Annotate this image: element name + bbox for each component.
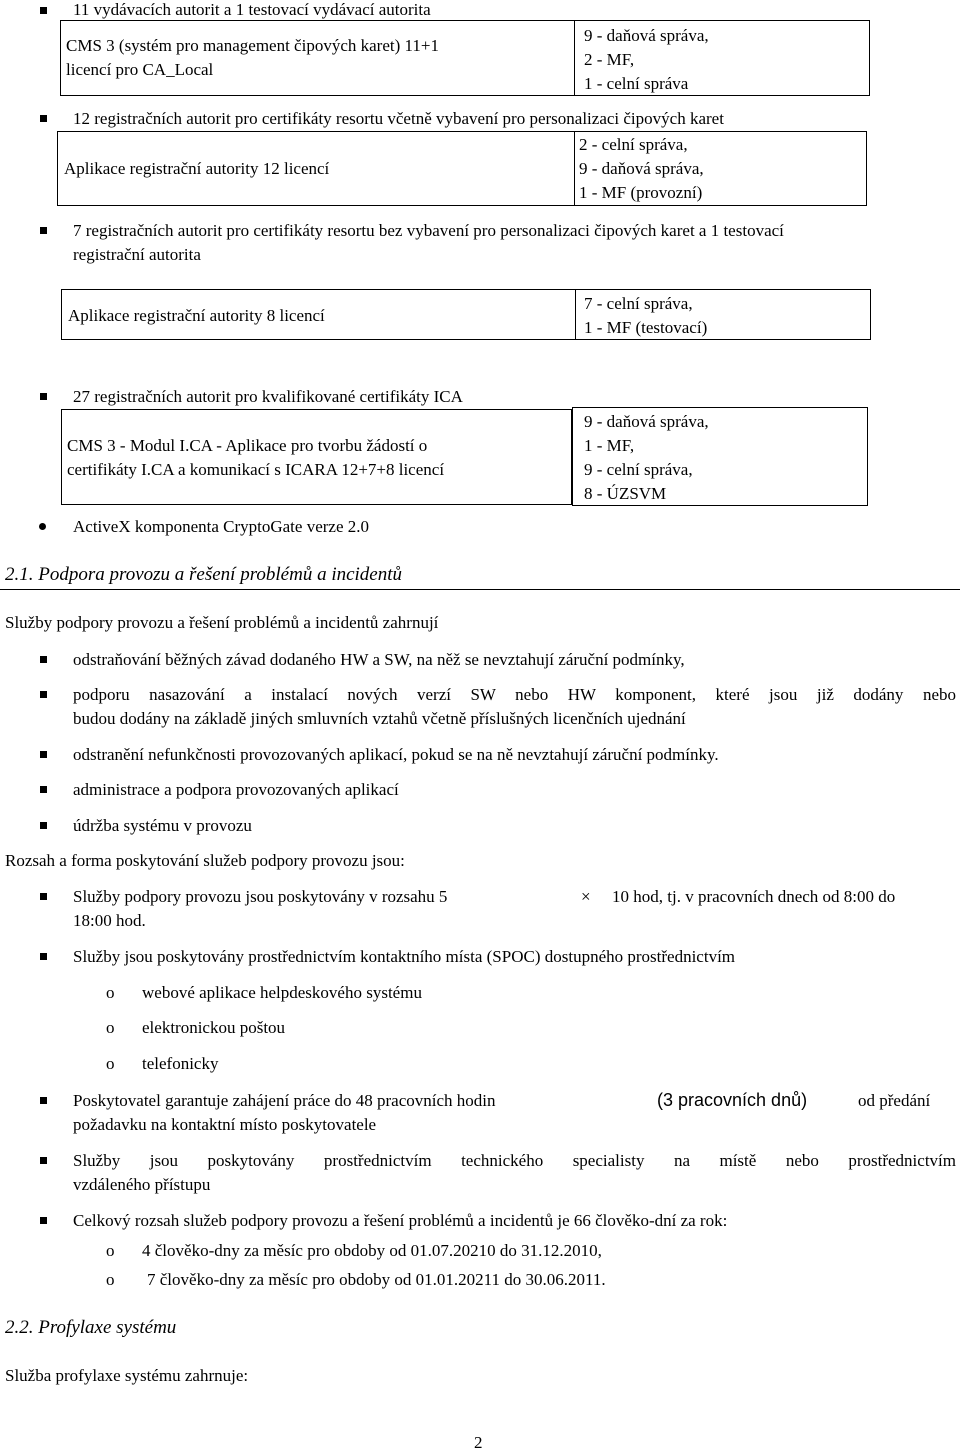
box1-right-line3: 1 - celní správa [584, 74, 689, 93]
box1-right-line2: 2 - MF, [584, 50, 635, 69]
bullet-square [40, 691, 47, 698]
bullet-square [40, 893, 47, 900]
bullet-square [40, 115, 47, 122]
section-2-1-intro: Služby podpory provozu a řešení problémů a incidentů zahrnují [5, 613, 439, 632]
box3-right-line1: 7 - celní správa, [584, 294, 693, 313]
scope-1-part-c: 18:00 hod. [73, 911, 146, 930]
box2-left: Aplikace registrační autority 12 licencí [64, 159, 330, 178]
scope-5: Celkový rozsah služeb podpory provozu a řešení problémů a incidentů je 66 člověko-dní za rok: [73, 1211, 728, 1230]
sub-marker: o [106, 1054, 115, 1073]
scope-3-part-a: Poskytovatel garantuje zahájení práce do 48 pracovních hodin [73, 1091, 496, 1110]
scope-4-line2: vzdáleného přístupu [73, 1175, 211, 1194]
box2-right-line3: 1 - MF (provozní) [579, 183, 703, 202]
box4-left-line1: CMS 3 - Modul I.CA - Aplikace pro tvorbu žádostí o [67, 436, 428, 455]
bullet-square [40, 953, 47, 960]
bullet-square [40, 7, 47, 14]
sub-item-web: webové aplikace helpdeskového systému [142, 983, 422, 1002]
box4-right-line2: 1 - MF, [584, 436, 635, 455]
page-number: 2 [474, 1433, 483, 1452]
bullet-dot [39, 523, 46, 530]
box4-right-line3: 9 - celní správa, [584, 460, 693, 479]
scope-1-part-b: 10 hod, tj. v pracovních dnech od 8:00 do [612, 887, 896, 906]
bullet-square [40, 1157, 47, 1164]
box3-left: Aplikace registrační autority 8 licencí [68, 306, 325, 325]
item-odstranovani: odstraňování běžných závad dodaného HW a SW, na něž se nevztahují záruční podmínky, [73, 650, 685, 669]
item-podporu-line1: podporu nasazování a instalací nových verzí SW nebo HW komponent, které jsou již dodány nebo [73, 685, 956, 704]
box1-left-line1: CMS 3 (systém pro management čipových karet) 11+1 [66, 36, 439, 55]
box2-right-line1: 2 - celní správa, [579, 135, 688, 154]
sub-marker: o [106, 1018, 115, 1037]
item-podporu-line2: budou dodány na základě jiných smluvních vztahů včetně příslušných licenčních ujednání [73, 709, 686, 728]
box4-right-line4: 8 - ÚZSVM [584, 484, 667, 503]
heading-2-1-underline [0, 589, 960, 590]
box3-right-line2: 1 - MF (testovací) [584, 318, 708, 337]
scope-1-times: × [581, 887, 591, 906]
sub-marker: o [106, 983, 115, 1002]
scope-5-sub-2: 7 člověko-dny za měsíc pro obdoby od 01.01.20211 do 30.06.2011. [147, 1270, 606, 1289]
section-2-2-intro: Služba profylaxe systému zahrnuje: [5, 1366, 249, 1385]
scope-4-line1: Služby jsou poskytovány prostřednictvím technického specialisty na místě nebo prostřednictvím [73, 1151, 956, 1170]
sub-item-email: elektronickou poštou [142, 1018, 286, 1037]
bullet-square [40, 751, 47, 758]
heading-2-1: 2.1. Podpora provozu a řešení problémů a incidentů [5, 564, 403, 585]
item-udrzba: údržba systému v provozu [73, 816, 252, 835]
heading-2-2: 2.2. Profylaxe systému [5, 1317, 177, 1338]
sub-marker: o [106, 1270, 115, 1289]
sub-item-phone: telefonicky [142, 1054, 219, 1073]
bullet-square [40, 822, 47, 829]
scope-3-part-d: požadavku na kontaktní místo poskytovatele [73, 1115, 377, 1134]
box1-left-line2: licencí pro CA_Local [66, 60, 214, 79]
box4-right-line1: 9 - daňová správa, [584, 412, 709, 431]
box2-right-line2: 9 - daňová správa, [579, 159, 704, 178]
bullet-square [40, 227, 47, 234]
item-activex: ActiveX komponenta CryptoGate verze 2.0 [73, 517, 369, 536]
bullet-square [40, 1097, 47, 1104]
box1-right-line1: 9 - daňová správa, [584, 26, 709, 45]
item-registracni-autority-7-line1: 7 registračních autorit pro certifikáty resortu bez vybavení pro personalizaci čipových karet a 1 testovací [73, 221, 784, 240]
scope-5-sub-1: 4 člověko-dny za měsíc pro obdoby od 01.07.20210 do 31.12.2010, [142, 1241, 602, 1260]
item-administrace: administrace a podpora provozovaných aplikací [73, 780, 399, 799]
item-odstraneni: odstranění nefunkčnosti provozovaných aplikací, pokud se na ně nevztahují záruční podmínky. [73, 745, 719, 764]
bullet-square [40, 786, 47, 793]
item-ica-autority: 27 registračních autorit pro kvalifikované certifikáty ICA [73, 387, 463, 406]
box4-left-line2: certifikáty I.CA a komunikací s ICARA 12+7+8 licencí [67, 460, 445, 479]
scope-2: Služby jsou poskytovány prostřednictvím kontaktního místa (SPOC) dostupného prostřednictvím [73, 947, 736, 966]
item-registracni-autority-12: 12 registračních autorit pro certifikáty resortu včetně vybavení pro personalizaci čipových karet [73, 109, 724, 128]
bullet-square [40, 656, 47, 663]
bullet-square [40, 393, 47, 400]
scope-1-part-a: Služby podpory provozu jsou poskytovány v rozsahu 5 [73, 887, 448, 906]
item-vydavaci-autority: 11 vydávacích autorit a 1 testovací vydávací autorita [73, 0, 431, 19]
scope-3-part-c: od předání [858, 1091, 931, 1110]
scope-intro: Rozsah a forma poskytování služeb podpory provozu jsou: [5, 851, 405, 870]
sub-marker: o [106, 1241, 115, 1260]
scope-3-part-b: (3 pracovních dnů) [657, 1090, 808, 1110]
bullet-square [40, 1217, 47, 1224]
item-registracni-autority-7-line2: registrační autorita [73, 245, 201, 264]
